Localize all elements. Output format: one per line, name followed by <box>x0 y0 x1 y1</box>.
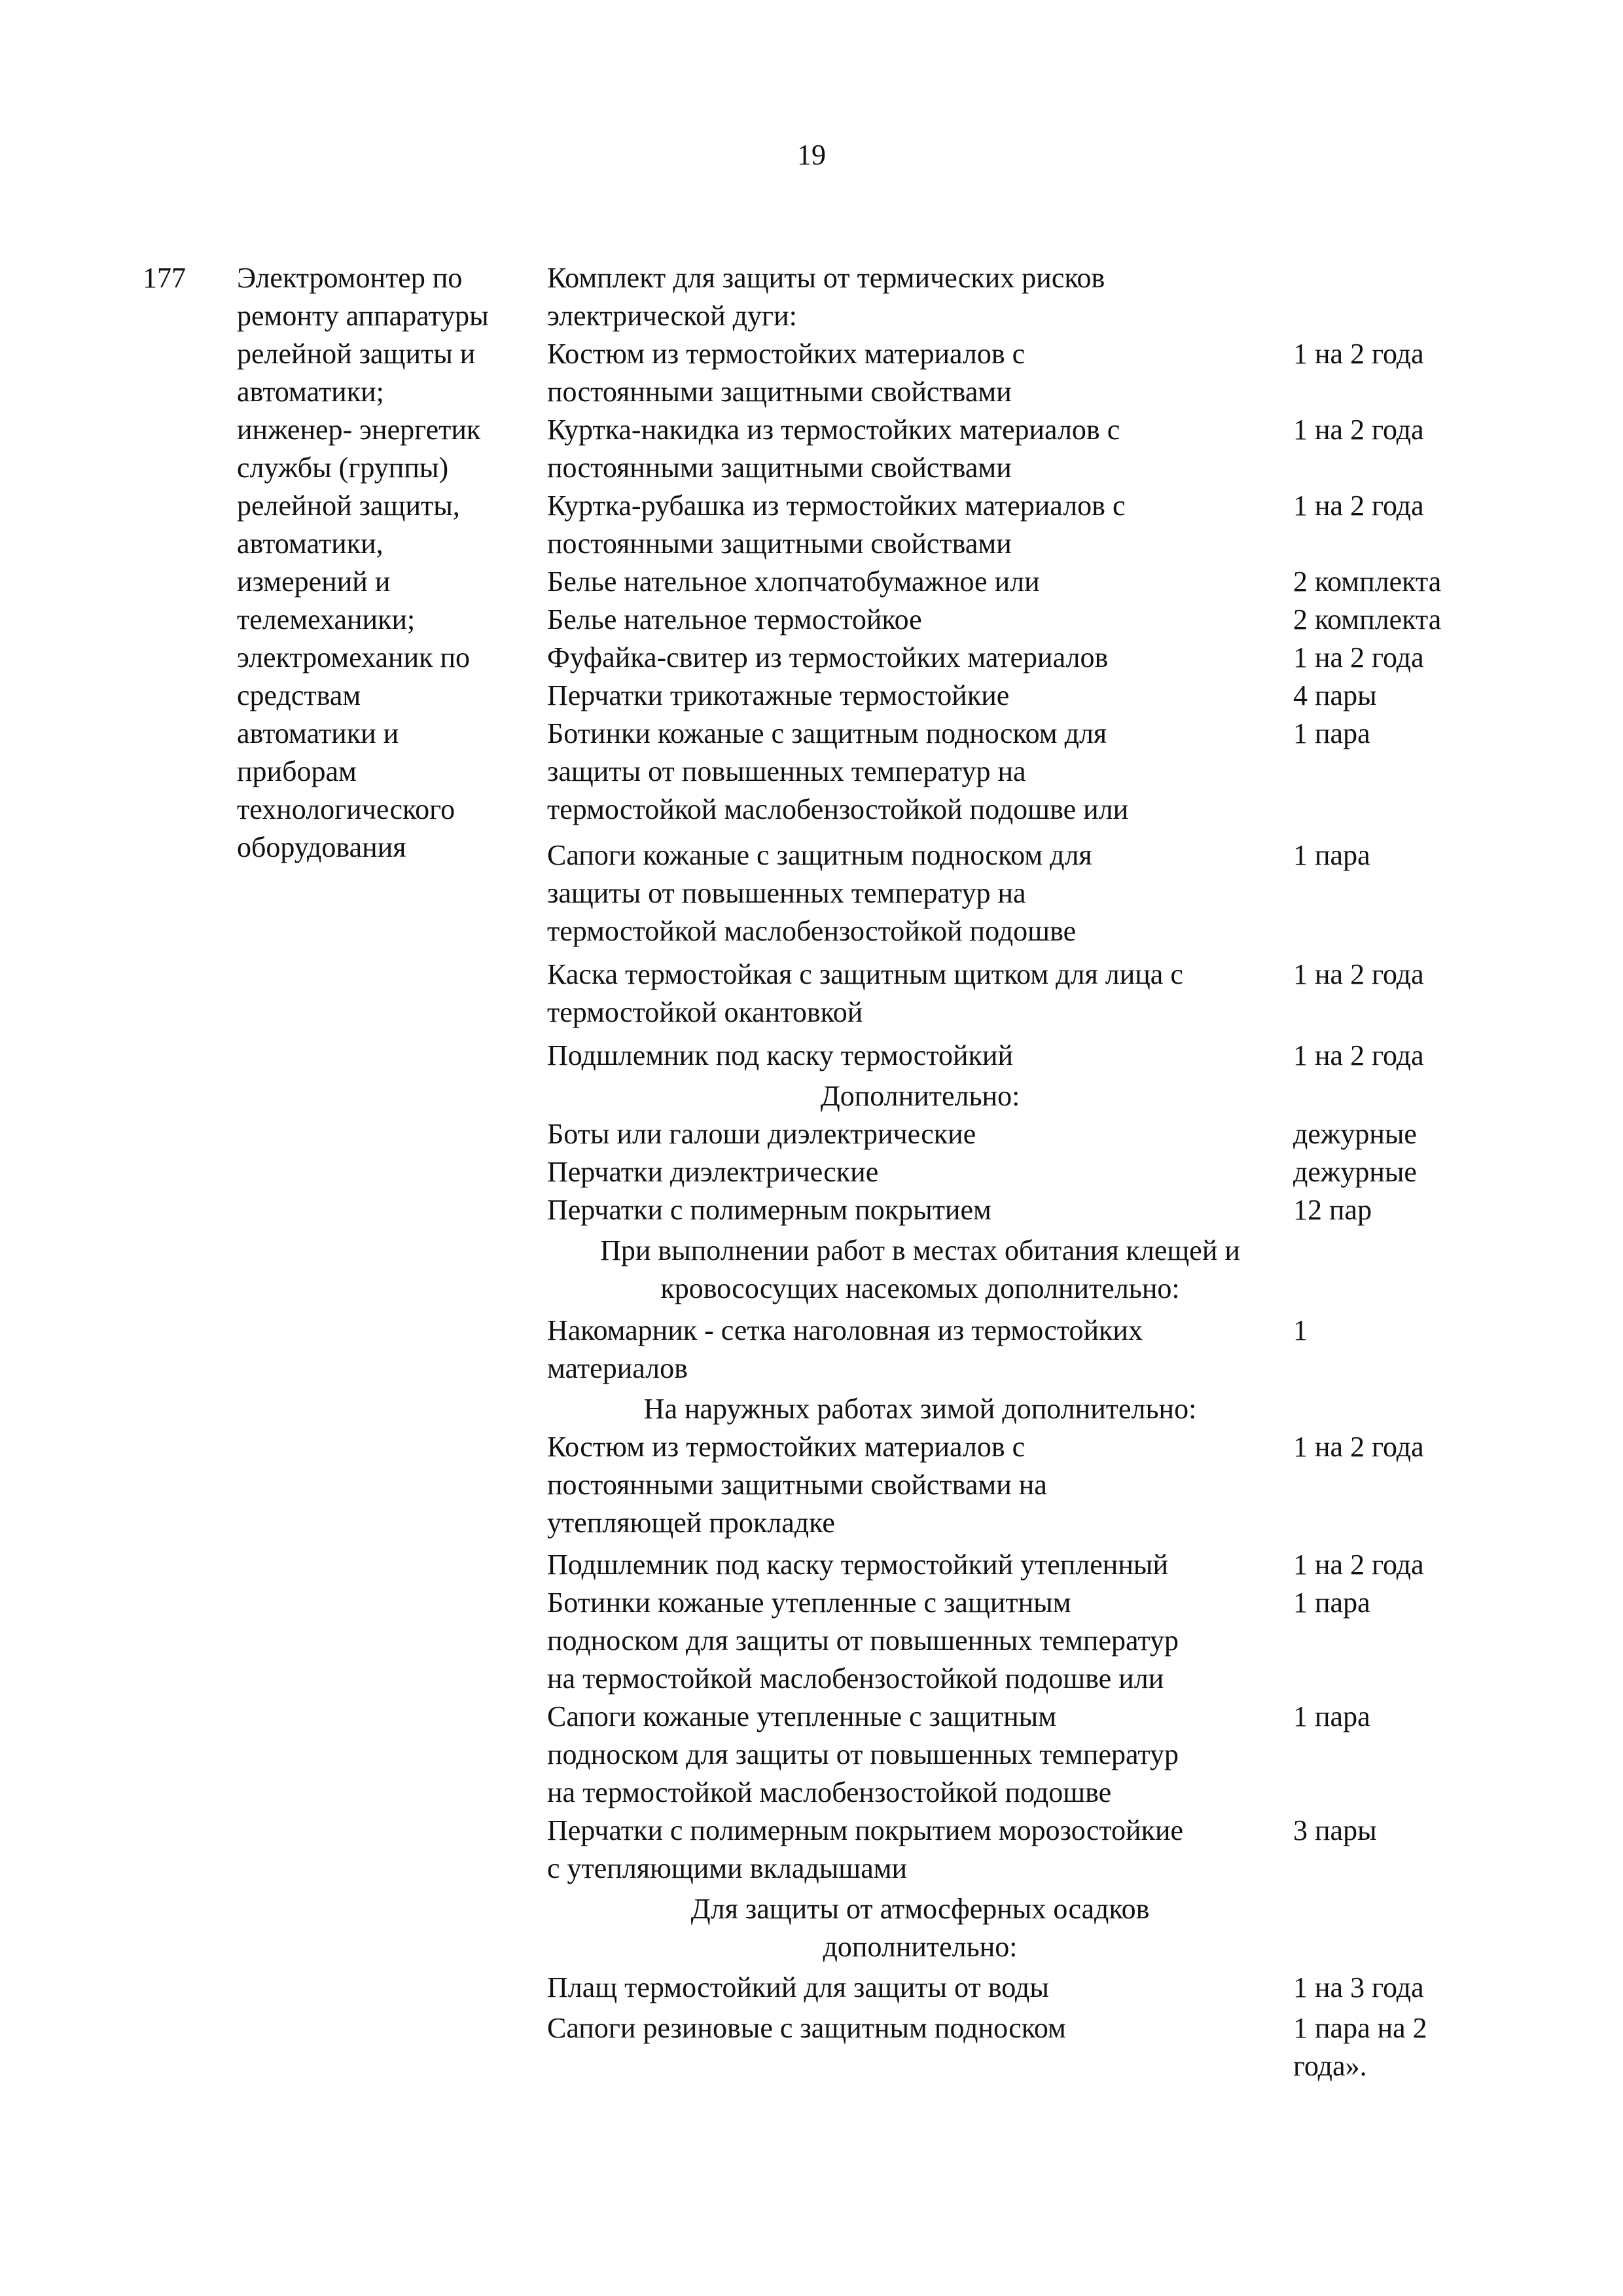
item-name-line: постоянными защитными свойствами на <box>547 1469 1047 1501</box>
position-line: релейной защиты и <box>237 338 476 370</box>
issue-norm-line: 3 пары <box>1293 1814 1377 1846</box>
issue-norm-line: 1 <box>1293 1314 1308 1346</box>
item-name-line: Перчатки трикотажные термостойкие <box>547 679 1010 711</box>
item-name-line: постоянными защитными свойствами <box>547 376 1012 408</box>
item-name-line: постоянными защитными свойствами <box>547 452 1012 484</box>
issue-norm <box>1293 2009 1427 2085</box>
position-line: релейной защиты, <box>237 490 460 522</box>
item-name-line: При выполнении работ в местах обитания клещей и <box>600 1234 1240 1266</box>
position-line: ремонту аппаратуры <box>237 300 489 332</box>
item-name-line: Перчатки диэлектрические <box>547 1156 879 1188</box>
table-row <box>547 1312 1516 1388</box>
issue-norm <box>1293 487 1424 525</box>
table-row <box>547 836 1516 950</box>
item-name-line: подноском для защиты от повышенных температур <box>547 1624 1179 1657</box>
item-name-line: Ботинки кожаные с защитным подноском для <box>547 717 1107 749</box>
issue-norm-line: 1 на 2 года <box>1293 958 1424 990</box>
issue-norm <box>1293 715 1370 753</box>
item-name-line: Куртка-рубашка из термостойких материалов с <box>547 490 1126 522</box>
issue-norm-line: года». <box>1293 2050 1367 2082</box>
table-row <box>547 1115 1516 1153</box>
table-row <box>547 1428 1516 1542</box>
position-line: приборам <box>237 755 357 787</box>
item-name-line: дополнительно: <box>823 1931 1018 1963</box>
item-name-line: утепляющей прокладке <box>547 1507 835 1539</box>
section-heading <box>547 1390 1293 1428</box>
table-row <box>547 639 1516 677</box>
item-name-line: Комплект для защиты от термических рисков <box>547 262 1105 294</box>
issue-norm <box>1293 956 1424 994</box>
table-row <box>547 677 1516 715</box>
issue-norm-line: 1 пара <box>1293 839 1370 871</box>
position-line: службы (группы) <box>237 452 449 484</box>
issue-norm <box>1293 1191 1372 1229</box>
table-row <box>547 487 1516 563</box>
issue-norm <box>1293 601 1441 639</box>
section-heading <box>547 1077 1293 1115</box>
item-name-line: Фуфайка-свитер из термостойких материалов <box>547 641 1109 673</box>
table-row <box>547 956 1516 1031</box>
position-line: оборудования <box>237 831 406 863</box>
item-name-line: Белье нательное хлопчатобумажное или <box>547 565 1040 598</box>
item-name-line: Сапоги кожаные с защитным подноском для <box>547 839 1092 871</box>
item-name-line: термостойкой маслобензостойкой подошве или <box>547 793 1129 825</box>
item-name-line: термостойкой маслобензостойкой подошве <box>547 915 1077 947</box>
position-line: технологического <box>237 793 455 825</box>
item-name-line: защиты от повышенных температур на <box>547 755 1026 787</box>
item-name-line: Накомарник - сетка наголовная из термостойких <box>547 1314 1143 1346</box>
item-name-line: защиты от повышенных температур на <box>547 877 1026 909</box>
issue-norm-line: 1 на 2 года <box>1293 414 1424 446</box>
issue-norm-line: 1 пара <box>1293 1587 1370 1619</box>
item-name-line: Костюм из термостойких материалов с <box>547 1431 1026 1463</box>
section-heading <box>547 1890 1293 1966</box>
equipment-list <box>547 259 1516 2082</box>
table-row <box>547 1153 1516 1191</box>
table-row <box>547 1037 1516 1075</box>
position-line: Электромонтер по <box>237 262 463 294</box>
issue-norm <box>1293 1115 1417 1153</box>
item-name-line: на термостойкой маслобензостойкой подошве <box>547 1776 1112 1808</box>
issue-norm-line: 1 на 3 года <box>1293 1971 1424 2003</box>
issue-norm <box>1293 1698 1370 1736</box>
table-row <box>547 1546 1516 1584</box>
item-name-line: На наружных работах зимой дополнительно: <box>643 1393 1197 1425</box>
issue-norm-line: дежурные <box>1293 1156 1417 1188</box>
issue-norm <box>1293 1969 1424 2007</box>
issue-norm-line: 1 на 2 года <box>1293 338 1424 370</box>
issue-norm <box>1293 335 1424 373</box>
table-row <box>547 715 1516 829</box>
table-row <box>547 1191 1516 1229</box>
item-name-line: термостойкой окантовкой <box>547 996 863 1028</box>
item-name <box>547 1077 1293 1115</box>
issue-norm-line: дежурные <box>1293 1118 1417 1150</box>
issue-norm-line: 1 пара <box>1293 1700 1370 1732</box>
item-name-line: Дополнительно: <box>820 1080 1020 1112</box>
item-name-line: на термостойкой маслобензостойкой подошве или <box>547 1662 1164 1695</box>
item-name <box>547 715 1516 829</box>
item-name <box>547 1312 1516 1388</box>
issue-norm-line: 4 пары <box>1293 679 1377 711</box>
item-name-line: Костюм из термостойких материалов с <box>547 338 1026 370</box>
table-row <box>547 563 1516 601</box>
item-name <box>547 1232 1293 1308</box>
issue-norm <box>1293 639 1424 677</box>
item-name-line: Для защиты от атмосферных осадков <box>690 1893 1150 1925</box>
item-name-line: подноском для защиты от повышенных температур <box>547 1738 1179 1770</box>
issue-norm <box>1293 1153 1417 1191</box>
position-line: автоматики, <box>237 528 383 560</box>
issue-norm <box>1293 1812 1377 1850</box>
item-name <box>547 1390 1293 1428</box>
issue-norm <box>1293 563 1441 601</box>
table-row <box>547 1969 1516 2007</box>
issue-norm <box>1293 1428 1424 1466</box>
item-name-line: Подшлемник под каску термостойкий утепленный <box>547 1549 1168 1581</box>
item-name-line: постоянными защитными свойствами <box>547 528 1012 560</box>
item-name-line: с утепляющими вкладышами <box>547 1852 908 1884</box>
issue-norm-line: 1 на 2 года <box>1293 641 1424 673</box>
issue-norm-line: 2 комплекта <box>1293 565 1442 598</box>
position-line: электромеханик по <box>237 641 471 673</box>
item-name-line: Сапоги резиновые с защитным подноском <box>547 2012 1066 2044</box>
table-row <box>547 601 1516 639</box>
item-name-line: Подшлемник под каску термостойкий <box>547 1039 1013 1071</box>
table-row <box>547 1812 1516 1888</box>
item-name <box>547 1584 1516 1698</box>
table-row <box>547 1698 1516 1812</box>
position-line: автоматики; <box>237 376 384 408</box>
position-line: инженер- энергетик <box>237 414 481 446</box>
issue-norm-line: 12 пар <box>1293 1194 1372 1226</box>
issue-norm <box>1293 1037 1424 1075</box>
page-number: 19 <box>797 139 826 171</box>
issue-norm-line: 1 на 2 года <box>1293 1431 1424 1463</box>
issue-norm-line: 1 пара <box>1293 717 1370 749</box>
item-name-line: Сапоги кожаные утепленные с защитным <box>547 1700 1057 1732</box>
item-name-line: Плащ термостойкий для защиты от воды <box>547 1971 1049 2003</box>
issue-norm-line: 1 пара на 2 <box>1293 2012 1427 2044</box>
position-line: телемеханики; <box>237 603 416 636</box>
position-title <box>237 259 538 867</box>
item-name-line: Перчатки с полимерным покрытием <box>547 1194 991 1226</box>
table-row <box>547 2009 1516 2082</box>
issue-norm <box>1293 411 1424 449</box>
issue-norm-line: 1 на 2 года <box>1293 490 1424 522</box>
item-name-line: материалов <box>547 1352 688 1384</box>
item-name-line: Куртка-накидка из термостойких материалов с <box>547 414 1120 446</box>
issue-norm <box>1293 1546 1424 1584</box>
issue-norm <box>1293 1584 1370 1622</box>
item-name-line: электрической дуги: <box>547 300 797 332</box>
issue-norm <box>1293 1312 1308 1350</box>
table-row <box>547 1584 1516 1698</box>
item-name <box>547 1890 1293 1966</box>
issue-norm-line: 1 на 2 года <box>1293 1549 1424 1581</box>
item-name-line: Боты или галоши диэлектрические <box>547 1118 976 1150</box>
table-row <box>547 411 1516 487</box>
item-name-line: Перчатки с полимерным покрытием морозостойкие <box>547 1814 1184 1846</box>
section-heading <box>547 1232 1293 1308</box>
item-name-line: Ботинки кожаные утепленные с защитным <box>547 1587 1071 1619</box>
item-name-line: кровососущих насекомых дополнительно: <box>660 1272 1180 1304</box>
position-line: измерений и <box>237 565 391 598</box>
item-name <box>547 836 1516 950</box>
issue-norm-line: 2 комплекта <box>1293 603 1442 636</box>
table-row <box>547 335 1516 411</box>
issue-norm <box>1293 677 1377 715</box>
item-name-line: Каска термостойкая с защитным щитком для лица с <box>547 958 1183 990</box>
item-name <box>547 259 1516 335</box>
position-line: средствам <box>237 679 361 711</box>
issue-norm <box>1293 836 1370 874</box>
item-name-line: Белье нательное термостойкое <box>547 603 922 636</box>
item-name <box>547 1698 1516 1812</box>
table-row <box>547 259 1516 335</box>
position-line: автоматики и <box>237 717 399 749</box>
issue-norm-line: 1 на 2 года <box>1293 1039 1424 1071</box>
row-number: 177 <box>143 262 186 294</box>
